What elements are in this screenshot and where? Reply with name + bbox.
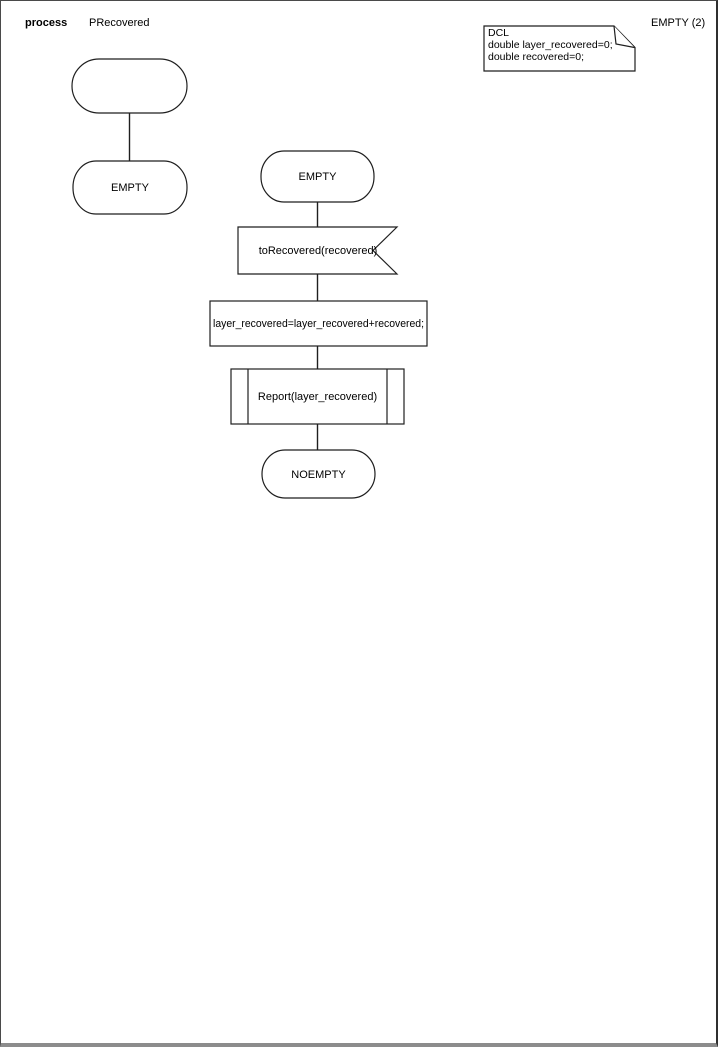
task-symbol[interactable]: [210, 301, 427, 346]
declaration-line: double layer_recovered=0;: [488, 39, 613, 51]
diagram-canvas: [1, 1, 717, 1043]
start-symbol[interactable]: [72, 59, 187, 113]
process-kind-label: process: [25, 17, 68, 29]
state-symbol-empty-left[interactable]: [73, 161, 187, 214]
state-label: EMPTY: [298, 171, 337, 183]
state-symbol-empty[interactable]: [261, 151, 374, 202]
state-label: NOEMPTY: [291, 469, 346, 481]
state-symbol-noempty[interactable]: [262, 450, 375, 498]
process-name-label: PRecovered: [89, 17, 150, 29]
state-label: EMPTY: [111, 182, 149, 194]
procedure-call-symbol[interactable]: [231, 369, 404, 424]
declaration-line: DCL: [488, 27, 510, 39]
task-label: layer_recovered=layer_recovered+recovered;: [213, 318, 424, 330]
input-signal-symbol[interactable]: [238, 227, 397, 274]
declaration-text-symbol[interactable]: [484, 26, 635, 71]
page-number-label: EMPTY (2): [651, 17, 706, 29]
procedure-label: Report(layer_recovered): [257, 391, 378, 403]
declaration-line: double recovered=0;: [488, 51, 585, 63]
input-label: toRecovered(recovered): [258, 245, 378, 257]
